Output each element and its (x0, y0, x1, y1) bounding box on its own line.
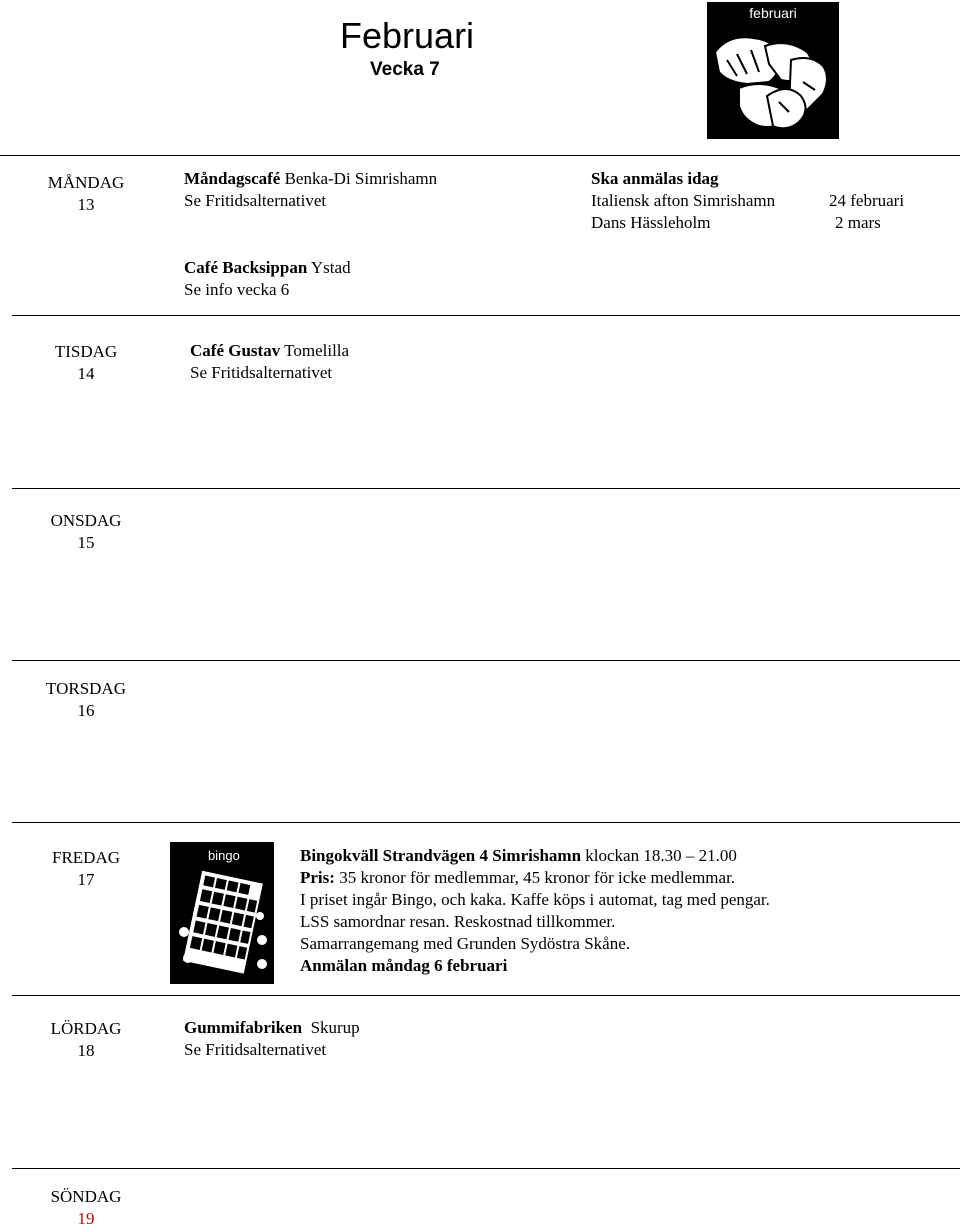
day-name: TORSDAG (46, 679, 126, 698)
signup-item-date: 2 mars (835, 213, 881, 232)
divider-7 (12, 1168, 960, 1169)
bingo-signup: Anmälan måndag 6 februari (300, 956, 508, 975)
bingo-included: I priset ingår Bingo, och kaka. Kaffe köps i automat, tag med pengar. (300, 890, 770, 909)
event-title: Måndagscafé (184, 169, 281, 188)
divider-2 (12, 315, 960, 316)
divider-3 (12, 488, 960, 489)
divider-1 (0, 155, 960, 156)
divider-4 (12, 660, 960, 661)
day-date: 17 (77, 870, 95, 889)
event-info: Se info vecka 6 (184, 280, 290, 299)
day-name: LÖRDAG (50, 1019, 122, 1038)
day-saturday (26, 1018, 146, 1062)
bingo-venue: Bingokväll Strandvägen 4 Simrishamn (300, 846, 582, 865)
event-backsippan (184, 257, 351, 301)
illustration-caption: bingo (208, 848, 240, 863)
divider-6 (12, 995, 960, 996)
event-place: Tomelilla (284, 341, 350, 360)
day-date: 14 (77, 364, 95, 383)
day-thursday (26, 678, 146, 722)
event-place: Ystad (310, 258, 351, 277)
bingo-time: klockan 18.30 – 21.00 (585, 846, 737, 865)
event-place: Skurup (310, 1018, 360, 1037)
event-info: Se Fritidsalternativet (190, 363, 333, 382)
bingo-card-icon (170, 842, 274, 984)
mittens-icon (707, 2, 839, 139)
event-title: Café Gustav (190, 341, 281, 360)
day-date: 18 (77, 1041, 95, 1060)
event-title: Café Backsippan (184, 258, 308, 277)
event-cafe-gustav (190, 340, 349, 384)
signup-item-label: Dans Hässleholm (591, 213, 711, 232)
event-title: Gummifabriken (184, 1018, 303, 1037)
day-friday (26, 847, 146, 891)
bingo-illustration (170, 842, 274, 984)
divider-5 (12, 822, 960, 823)
event-info: Se Fritidsalternativet (184, 1040, 327, 1059)
day-date: 19 (77, 1209, 95, 1228)
event-place: Benka-Di Simrishamn (284, 169, 438, 188)
page-title: Februari (340, 15, 475, 56)
day-sunday (26, 1186, 146, 1230)
day-name: MÅNDAG (47, 173, 125, 192)
february-illustration (707, 2, 839, 139)
week-label: Vecka 7 (370, 59, 440, 80)
bingo-travel: LSS samordnar resan. Reskostnad tillkommer. (300, 912, 616, 931)
signup-item-date: 24 februari (829, 191, 905, 210)
illustration-caption: februari (749, 5, 797, 21)
day-date: 15 (77, 533, 95, 552)
day-name: TISDAG (54, 342, 118, 361)
bingo-details (300, 845, 770, 977)
bingo-price: 35 kronor för medlemmar, 45 kronor för icke medlemmar. (339, 868, 736, 887)
day-tuesday (26, 341, 146, 385)
day-wednesday (26, 510, 146, 554)
day-name: SÖNDAG (50, 1187, 122, 1206)
day-monday (26, 172, 146, 216)
event-info: Se Fritidsalternativet (184, 191, 327, 210)
event-gummifabriken (184, 1017, 360, 1061)
bingo-price-label: Pris: (300, 868, 335, 887)
event-mandagscafe (184, 168, 437, 212)
day-name: ONSDAG (50, 511, 122, 530)
bingo-partner: Samarrangemang med Grunden Sydöstra Skåne. (300, 934, 630, 953)
day-name: FREDAG (51, 848, 120, 867)
day-date: 16 (77, 701, 95, 720)
signup-item-label: Italiensk afton Simrishamn (591, 191, 776, 210)
signup-heading: Ska anmälas idag (591, 169, 719, 188)
signup-box (591, 168, 931, 234)
day-date: 13 (77, 195, 95, 214)
